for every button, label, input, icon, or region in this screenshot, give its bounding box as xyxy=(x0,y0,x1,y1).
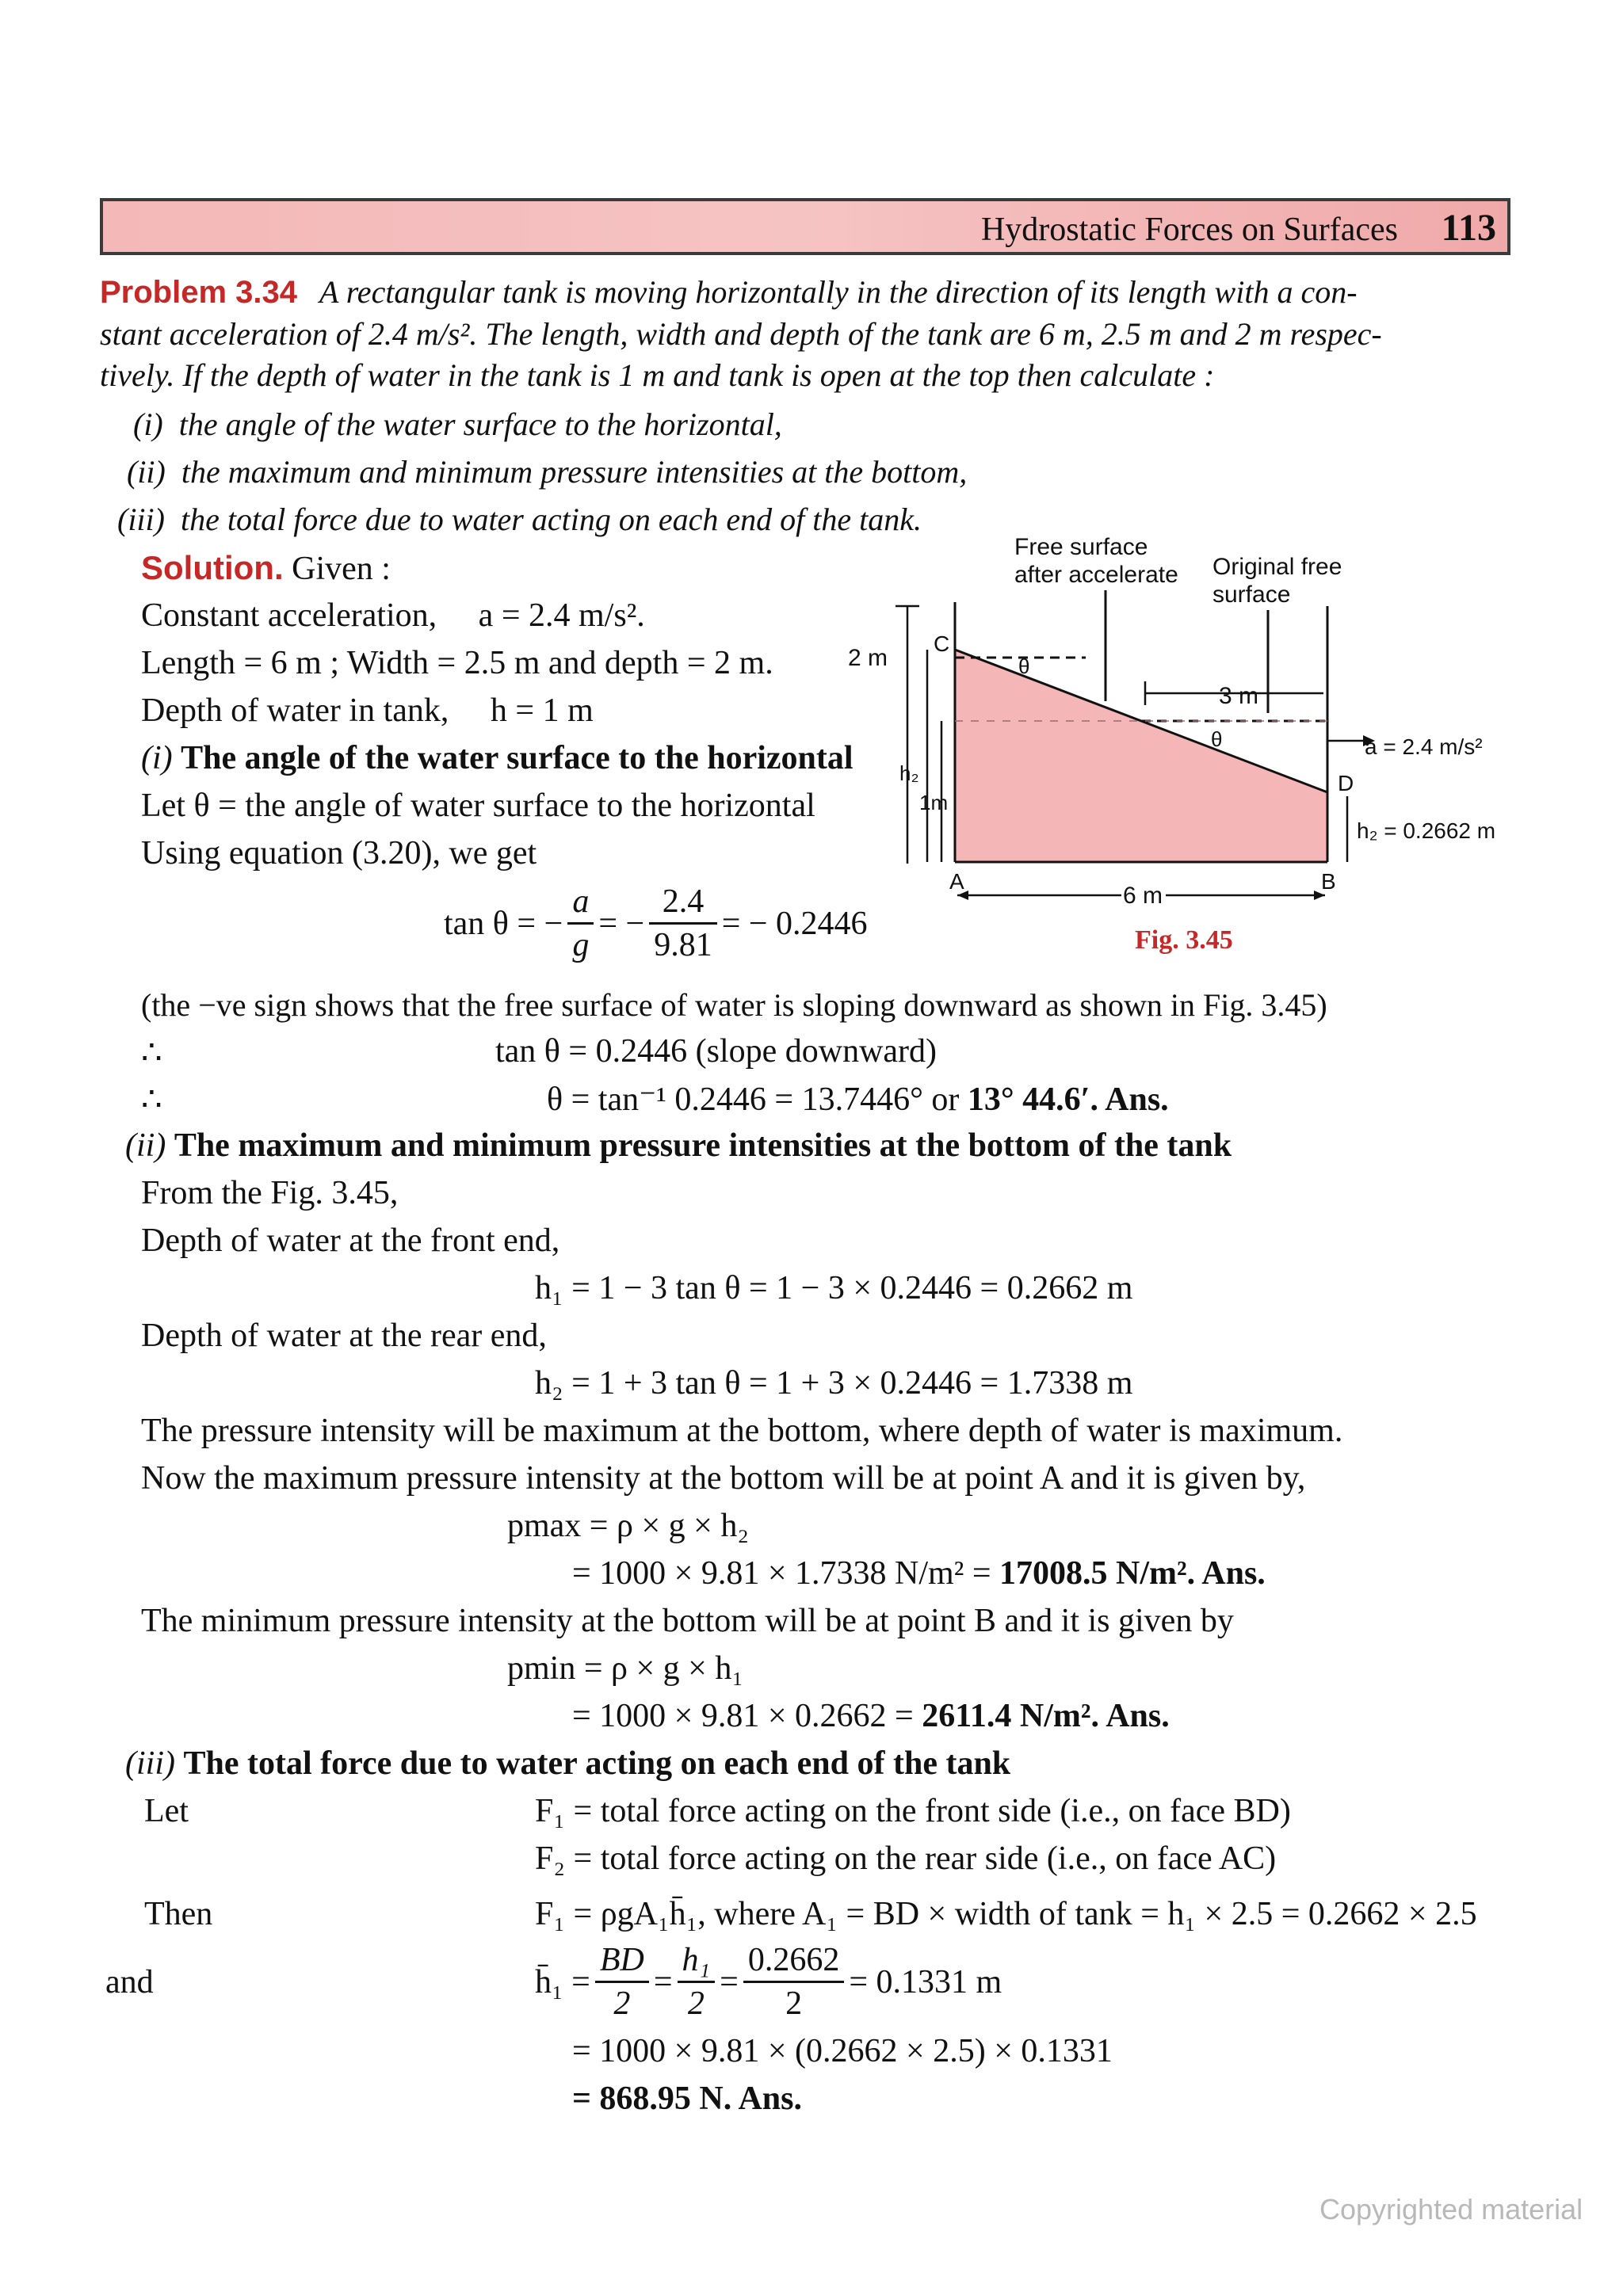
dimension-2m: 2 m xyxy=(848,645,888,671)
given-depth: Depth of water in tank, h = 1 m xyxy=(141,692,594,729)
pmax-calculation: = 1000 × 9.81 × 1.7338 N/m² = 17008.5 N/m². Ans. xyxy=(572,1555,1266,1592)
pmin-calculation: = 1000 × 9.81 × 0.2662 = 2611.4 N/m². Ans. xyxy=(572,1698,1170,1734)
header-title: Hydrostatic Forces on Surfaces xyxy=(980,212,1398,248)
problem-item-1: (i) the angle of the water surface to the horizontal, xyxy=(133,406,782,442)
from-figure: From the Fig. 3.45, xyxy=(141,1175,399,1211)
problem-line-1: Problem 3.34 A rectangular tank is moving horizontally in the direction of its length with a con- xyxy=(100,274,1358,310)
page-number: 113 xyxy=(1441,207,1496,249)
theta-label-top: θ xyxy=(1018,654,1030,678)
problem-line-3: tively. If the depth of water in the tank is 1 m and tank is open at the top then calculate : xyxy=(100,357,1215,393)
h-front-label: h₂ = 0.2662 m xyxy=(1357,818,1496,843)
part-1-heading: (i) The angle of the water surface to the horizontal xyxy=(141,740,854,776)
therefore-2: ∴ xyxy=(141,1081,162,1118)
h2-label: h₂ xyxy=(899,761,919,785)
pmin-equation: pmin = ρ × g × h₁ xyxy=(507,1650,743,1687)
figure-caption: Fig. 3.45 xyxy=(1135,925,1233,955)
let-text: Let xyxy=(144,1793,189,1829)
problem-item-2: (ii) the maximum and minimum pressure intensities at the bottom, xyxy=(127,454,968,490)
problem-label: Problem 3.34 xyxy=(100,275,298,310)
svg-text:after accelerate: after accelerate xyxy=(1014,562,1178,588)
part-2-heading: (ii) The maximum and minimum pressure intensities at the bottom of the tank xyxy=(125,1127,1232,1164)
front-depth-text: Depth of water at the front end, xyxy=(141,1222,560,1259)
and-text: and xyxy=(105,1964,154,2000)
pmax-answer: 17008.5 N/m². Ans. xyxy=(999,1555,1266,1592)
part-3-heading: (iii) The total force due to water acting on each end of the tank xyxy=(125,1745,1011,1782)
f2-definition: F₂ = total force acting on the rear side (i.e., on face AC) xyxy=(535,1840,1277,1877)
therefore-1: ∴ xyxy=(141,1035,162,1071)
using-equation: Using equation (3.20), we get xyxy=(141,835,537,871)
let-theta: Let θ = the angle of water surface to the horizontal xyxy=(141,788,815,824)
copyright-notice: Copyrighted material xyxy=(1319,2193,1583,2225)
pmax-equation: pmax = ρ × g × h₂ xyxy=(507,1508,749,1544)
solution-heading: Solution. Given : xyxy=(141,549,391,587)
max-pressure-text: The pressure intensity will be maximum at the bottom, where depth of water is maximum. xyxy=(141,1413,1343,1449)
hbar-equation: h̄₁ = $\frac{BD}{2}$ = $\frac{\text{h₁}}{2}$ = $\frac{0.2662}{2}$ = 0.1331 m xyxy=(535,1939,1002,2024)
figure-3-45 xyxy=(840,531,1537,967)
problem-line-2: stant acceleration of 2.4 m/s². The length, width and depth of the tank are 6 m, 2.5 m and 2 m respec- xyxy=(100,316,1382,352)
point-c: C xyxy=(934,631,950,656)
h1-equation: h₁ = 1 − 3 tan θ = 1 − 3 × 0.2446 = 0.2662 m xyxy=(535,1270,1133,1306)
point-d: D xyxy=(1338,771,1354,795)
h2-equation: h₂ = 1 + 3 tan θ = 1 + 3 × 0.2446 = 1.7338 m xyxy=(535,1365,1133,1402)
min-at-b-text: The minimum pressure intensity at the bottom will be at point B and it is given by xyxy=(141,1603,1234,1639)
f1-equation: F₁ = ρgA₁h̄₁, where A₁ = BD × width of tank = h₁ × 2.5 = 0.2662 × 2.5 xyxy=(535,1896,1477,1932)
f1-answer: = 868.95 N. Ans. xyxy=(572,2081,802,2117)
water-body xyxy=(955,650,1327,862)
rear-depth-text: Depth of water at the rear end, xyxy=(141,1318,547,1354)
acceleration-label: a = 2.4 m/s² xyxy=(1365,734,1483,759)
max-at-a-text: Now the maximum pressure intensity at the bottom will be at point A and it is given by, xyxy=(141,1460,1306,1497)
theta-result: θ = tan⁻¹ 0.2446 = 13.7446° or 13° 44.6′. Ans. xyxy=(547,1081,1169,1118)
tan-theta-equation: tan θ = − $\frac{a}{g}$ = − $\frac{2.4}{9.81}$ = − 0.2446 xyxy=(444,881,868,966)
point-a: A xyxy=(949,869,964,894)
svg-text:surface: surface xyxy=(1212,582,1291,608)
tan-theta-abs: tan θ = 0.2446 (slope downward) xyxy=(495,1033,938,1070)
theta-label-mid: θ xyxy=(1211,727,1223,751)
page-header xyxy=(100,198,1510,255)
given-dimensions: Length = 6 m ; Width = 2.5 m and depth = 2 m. xyxy=(141,645,773,681)
slope-note: (the −ve sign shows that the free surface of water is sloping downward as shown in Fig. 3.45) xyxy=(141,987,1327,1023)
given-acceleration: Constant acceleration, a = 2.4 m/s². xyxy=(141,597,645,634)
f1-calculation: = 1000 × 9.81 × (0.2662 × 2.5) × 0.1331 xyxy=(572,2033,1113,2069)
dimension-6m: 6 m xyxy=(1123,883,1163,909)
dimension-3m: 3 m xyxy=(1219,683,1259,709)
original-surface-label: Original free xyxy=(1212,554,1342,580)
pmin-answer: 2611.4 N/m². Ans. xyxy=(922,1698,1170,1734)
then-text: Then xyxy=(144,1896,213,1932)
dimension-1m: 1m xyxy=(919,791,949,814)
free-surface-label: Free surface xyxy=(1014,534,1148,560)
point-b: B xyxy=(1321,869,1336,894)
f1-definition: F₁ = total force acting on the front side (i.e., on face BD) xyxy=(535,1793,1291,1829)
theta-answer: 13° 44.6′. Ans. xyxy=(967,1081,1169,1118)
problem-item-3: (iii) the total force due to water acting on each end of the tank. xyxy=(117,502,922,537)
